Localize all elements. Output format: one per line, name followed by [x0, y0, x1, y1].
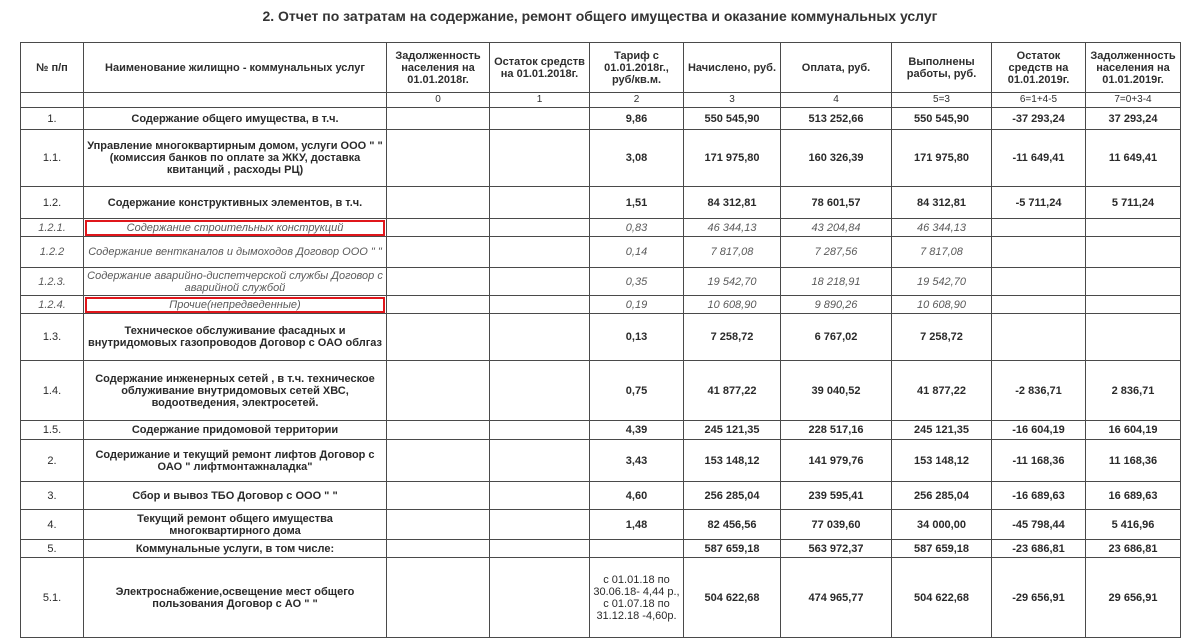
tariff-cell: 0,35	[590, 268, 684, 296]
paid-cell: 563 972,37	[781, 540, 892, 558]
header-rest-2018: Остаток средств на 01.01.2018г.	[490, 43, 590, 93]
rest-2018-cell	[490, 540, 590, 558]
tariff-cell: 4,39	[590, 421, 684, 440]
row-number: 2.	[21, 440, 84, 482]
debt-2019-cell	[1086, 219, 1181, 237]
debt-2018-cell	[387, 108, 490, 130]
header-debt-2018: Задолженность населения на 01.01.2018г.	[387, 43, 490, 93]
row-number: 5.	[21, 540, 84, 558]
paid-cell: 228 517,16	[781, 421, 892, 440]
paid-cell: 9 890,26	[781, 296, 892, 314]
rest-2018-cell	[490, 187, 590, 219]
row-number: 1.2.2	[21, 237, 84, 268]
done-cell: 256 285,04	[892, 482, 992, 510]
col-index-7: 5=3	[892, 93, 992, 108]
paid-cell: 78 601,57	[781, 187, 892, 219]
paid-cell: 7 287,56	[781, 237, 892, 268]
report-title: 2. Отчет по затратам на содержание, ремонт общего имущества и оказание коммунальных услуг	[262, 8, 938, 24]
debt-2018-cell	[387, 296, 490, 314]
rest-2018-cell	[490, 314, 590, 361]
highlighted-service-name: Прочие(непредведенные)	[85, 297, 385, 313]
paid-cell: 160 326,39	[781, 130, 892, 187]
accrued-cell: 587 659,18	[684, 540, 781, 558]
tariff-cell: 3,08	[590, 130, 684, 187]
rest-2018-cell	[490, 361, 590, 421]
rest-2019-cell	[992, 237, 1086, 268]
rest-2018-cell	[490, 130, 590, 187]
done-cell: 46 344,13	[892, 219, 992, 237]
tariff-cell: 1,51	[590, 187, 684, 219]
debt-2018-cell	[387, 558, 490, 638]
rest-2019-cell: -11 649,41	[992, 130, 1086, 187]
tariff-cell: 9,86	[590, 108, 684, 130]
done-cell: 41 877,22	[892, 361, 992, 421]
service-name: Электроснабжение,освещение мест общего пользования Договор с АО " "	[84, 558, 387, 638]
header-row	[21, 43, 1181, 93]
row-number: 1.5.	[21, 421, 84, 440]
service-name: Текущий ремонт общего имущества многоквартирного дома	[84, 510, 387, 540]
debt-2018-cell	[387, 421, 490, 440]
header-done: Выполнены работы, руб.	[892, 43, 992, 93]
service-name: Содерижание и текущий ремонт лифтов Договор с ОАО " лифтмонтажналадка"	[84, 440, 387, 482]
tariff-cell: 0,14	[590, 237, 684, 268]
rest-2019-cell: -37 293,24	[992, 108, 1086, 130]
accrued-cell: 46 344,13	[684, 219, 781, 237]
rest-2018-cell	[490, 558, 590, 638]
highlighted-service-name: Содержание строительных конструкций	[85, 220, 385, 236]
debt-2018-cell	[387, 540, 490, 558]
tariff-cell: 3,43	[590, 440, 684, 482]
header-tariff: Тариф с 01.01.2018г., руб/кв.м.	[590, 43, 684, 93]
accrued-cell: 153 148,12	[684, 440, 781, 482]
accrued-cell: 7 258,72	[684, 314, 781, 361]
service-name: Управление многоквартирным домом, услуги ООО " "(комиссия банков по оплате за ЖКУ, доставка квитанций , расходы РЦ)	[84, 130, 387, 187]
rest-2019-cell	[992, 268, 1086, 296]
debt-2019-cell	[1086, 268, 1181, 296]
rest-2019-cell: -45 798,44	[992, 510, 1086, 540]
debt-2019-cell: 5 416,96	[1086, 510, 1181, 540]
debt-2019-cell	[1086, 296, 1181, 314]
rest-2019-cell: -2 836,71	[992, 361, 1086, 421]
cost-report-table	[20, 42, 1181, 638]
header-service-name: Наименование жилищно - коммунальных услуг	[84, 43, 387, 93]
done-cell: 34 000,00	[892, 510, 992, 540]
tariff-cell: 0,19	[590, 296, 684, 314]
rest-2018-cell	[490, 510, 590, 540]
tariff-cell	[590, 540, 684, 558]
debt-2018-cell	[387, 219, 490, 237]
col-index-9: 7=0+3-4	[1086, 93, 1181, 108]
paid-cell: 474 965,77	[781, 558, 892, 638]
accrued-cell: 504 622,68	[684, 558, 781, 638]
tariff-cell: 0,13	[590, 314, 684, 361]
rest-2019-cell	[992, 219, 1086, 237]
col-index-6: 4	[781, 93, 892, 108]
row-number: 1.1.	[21, 130, 84, 187]
done-cell: 7 258,72	[892, 314, 992, 361]
col-index-4: 2	[590, 93, 684, 108]
debt-2018-cell	[387, 510, 490, 540]
table-row	[21, 361, 1181, 421]
row-number: 4.	[21, 510, 84, 540]
row-number: 5.1.	[21, 558, 84, 638]
service-name: Сбор и вывоз ТБО Договор с ООО " "	[84, 482, 387, 510]
accrued-cell: 245 121,35	[684, 421, 781, 440]
rest-2019-cell	[992, 314, 1086, 361]
paid-cell: 43 204,84	[781, 219, 892, 237]
accrued-cell: 82 456,56	[684, 510, 781, 540]
accrued-cell: 84 312,81	[684, 187, 781, 219]
rest-2018-cell	[490, 268, 590, 296]
rest-2018-cell	[490, 296, 590, 314]
row-number: 1.	[21, 108, 84, 130]
accrued-cell: 256 285,04	[684, 482, 781, 510]
row-number: 3.	[21, 482, 84, 510]
row-number: 1.2.	[21, 187, 84, 219]
table-row	[21, 540, 1181, 558]
accrued-cell: 41 877,22	[684, 361, 781, 421]
done-cell: 245 121,35	[892, 421, 992, 440]
report-body	[21, 108, 1181, 638]
debt-2019-cell: 11 649,41	[1086, 130, 1181, 187]
debt-2018-cell	[387, 187, 490, 219]
table-row	[21, 510, 1181, 540]
paid-cell: 39 040,52	[781, 361, 892, 421]
col-index-5: 3	[684, 93, 781, 108]
table-row	[21, 130, 1181, 187]
accrued-cell: 7 817,08	[684, 237, 781, 268]
debt-2019-cell	[1086, 237, 1181, 268]
service-name: Содержание вентканалов и дымоходов Договор ООО " "	[84, 237, 387, 268]
debt-2018-cell	[387, 130, 490, 187]
debt-2018-cell	[387, 361, 490, 421]
service-name: Техническое обслуживание фасадных и внутридомовых газопроводов Договор с ОАО облгаз	[84, 314, 387, 361]
done-cell: 19 542,70	[892, 268, 992, 296]
debt-2019-cell: 16 604,19	[1086, 421, 1181, 440]
row-number: 1.4.	[21, 361, 84, 421]
done-cell: 84 312,81	[892, 187, 992, 219]
done-cell: 504 622,68	[892, 558, 992, 638]
done-cell: 10 608,90	[892, 296, 992, 314]
done-cell: 550 545,90	[892, 108, 992, 130]
rest-2018-cell	[490, 482, 590, 510]
table-row	[21, 314, 1181, 361]
debt-2018-cell	[387, 268, 490, 296]
done-cell: 7 817,08	[892, 237, 992, 268]
service-name	[84, 219, 387, 237]
tariff-cell: 0,83	[590, 219, 684, 237]
table-row	[21, 558, 1181, 638]
table-row	[21, 219, 1181, 237]
header-rest-2019: Остаток средств на 01.01.2019г.	[992, 43, 1086, 93]
accrued-cell: 10 608,90	[684, 296, 781, 314]
debt-2019-cell: 11 168,36	[1086, 440, 1181, 482]
done-cell: 587 659,18	[892, 540, 992, 558]
tariff-cell: 0,75	[590, 361, 684, 421]
rest-2018-cell	[490, 440, 590, 482]
table-row	[21, 440, 1181, 482]
rest-2019-cell: -29 656,91	[992, 558, 1086, 638]
column-index-row	[21, 93, 1181, 108]
done-cell: 171 975,80	[892, 130, 992, 187]
paid-cell: 513 252,66	[781, 108, 892, 130]
debt-2019-cell: 29 656,91	[1086, 558, 1181, 638]
rest-2019-cell: -23 686,81	[992, 540, 1086, 558]
debt-2019-cell: 2 836,71	[1086, 361, 1181, 421]
service-name: Содержание инженерных сетей , в т.ч. техническое облуживание внутридомовых сетей ХВС, водоотведения, электросетей.	[84, 361, 387, 421]
header-paid: Оплата, руб.	[781, 43, 892, 93]
service-name: Коммунальные услуги, в том числе:	[84, 540, 387, 558]
debt-2019-cell: 23 686,81	[1086, 540, 1181, 558]
rest-2019-cell	[992, 296, 1086, 314]
tariff-cell: с 01.01.18 по 30.06.18- 4,44 р., с 01.07.18 по 31.12.18 -4,60р.	[590, 558, 684, 638]
debt-2019-cell: 5 711,24	[1086, 187, 1181, 219]
col-index-3: 1	[490, 93, 590, 108]
tariff-cell: 4,60	[590, 482, 684, 510]
debt-2018-cell	[387, 440, 490, 482]
table-row	[21, 482, 1181, 510]
paid-cell: 18 218,91	[781, 268, 892, 296]
row-number: 1.2.4.	[21, 296, 84, 314]
debt-2019-cell	[1086, 314, 1181, 361]
rest-2019-cell: -5 711,24	[992, 187, 1086, 219]
paid-cell: 141 979,76	[781, 440, 892, 482]
service-name	[84, 296, 387, 314]
table-row	[21, 296, 1181, 314]
rest-2018-cell	[490, 421, 590, 440]
table-row	[21, 268, 1181, 296]
header-debt-2019: Задолженность населения на 01.01.2019г.	[1086, 43, 1181, 93]
accrued-cell: 171 975,80	[684, 130, 781, 187]
debt-2019-cell: 16 689,63	[1086, 482, 1181, 510]
col-index-8: 6=1+4-5	[992, 93, 1086, 108]
table-row	[21, 237, 1181, 268]
row-number: 1.2.3.	[21, 268, 84, 296]
col-index-1	[84, 93, 387, 108]
rest-2018-cell	[490, 237, 590, 268]
service-name: Содержание конструктивных элементов, в т.ч.	[84, 187, 387, 219]
service-name: Содержание общего имущества, в т.ч.	[84, 108, 387, 130]
service-name: Содержание аварийно-диспетчерской службы Договор с аварийной службой	[84, 268, 387, 296]
debt-2018-cell	[387, 482, 490, 510]
done-cell: 153 148,12	[892, 440, 992, 482]
paid-cell: 239 595,41	[781, 482, 892, 510]
header-accrued: Начислено, руб.	[684, 43, 781, 93]
rest-2018-cell	[490, 108, 590, 130]
service-name: Содержание придомовой территории	[84, 421, 387, 440]
rest-2019-cell: -16 604,19	[992, 421, 1086, 440]
header-num: № п/п	[21, 43, 84, 93]
table-row	[21, 187, 1181, 219]
row-number: 1.3.	[21, 314, 84, 361]
tariff-cell: 1,48	[590, 510, 684, 540]
paid-cell: 77 039,60	[781, 510, 892, 540]
col-index-0	[21, 93, 84, 108]
paid-cell: 6 767,02	[781, 314, 892, 361]
debt-2018-cell	[387, 237, 490, 268]
debt-2018-cell	[387, 314, 490, 361]
accrued-cell: 550 545,90	[684, 108, 781, 130]
accrued-cell: 19 542,70	[684, 268, 781, 296]
table-row	[21, 421, 1181, 440]
debt-2019-cell: 37 293,24	[1086, 108, 1181, 130]
rest-2019-cell: -16 689,63	[992, 482, 1086, 510]
row-number: 1.2.1.	[21, 219, 84, 237]
rest-2018-cell	[490, 219, 590, 237]
rest-2019-cell: -11 168,36	[992, 440, 1086, 482]
col-index-2: 0	[387, 93, 490, 108]
table-row	[21, 108, 1181, 130]
